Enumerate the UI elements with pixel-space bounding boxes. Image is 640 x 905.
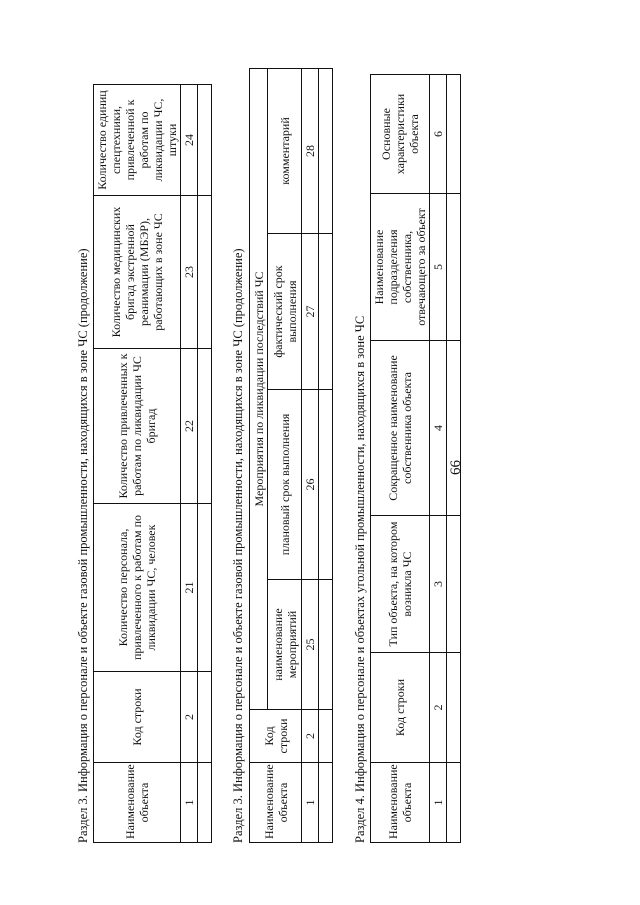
table-empty-row [198,85,212,843]
column-number: 28 [302,68,319,233]
section3a-caption: Раздел 3. Информация о персонале и объекте газовой промышленности, находящихся в зоне ЧС (продолжение) [76,248,90,843]
column-number: 24 [181,85,198,196]
header-cell: Код строки [371,653,430,763]
header-cell: наименование мероприятий [268,580,302,710]
header-cell: Сокращенное наименование собственника объекта [371,341,430,516]
column-number: 4 [430,341,447,516]
header-cell: Основные характеристики объекта [371,75,430,194]
column-number: 2 [181,672,198,763]
header-cell: Наименование объекта [94,763,181,843]
header-cell: плановый срок выполнения [268,390,302,580]
header-cell: Количество персонала, привлеченного к работам по ликвидации ЧС, человек [94,504,181,672]
header-cell: фактический срок выполнения [268,234,302,390]
header-cell: Количество единиц спецтехники, привлеченной к работам по ликвидации ЧС, штуки [94,85,181,196]
column-number: 26 [302,390,319,580]
column-number: 27 [302,234,319,390]
section3b-caption: Раздел 3. Информация о персонале и объекте газовой промышленности, находящихся в зоне ЧС (продолжение) [231,248,245,843]
header-cell: комментарий [268,68,302,233]
header-cell: Код строки [250,710,302,763]
section3a-table [93,84,212,843]
table-header-row [371,75,430,843]
header-cell: Тип объекта, на котором возникла ЧС [371,516,430,653]
section4-table [370,74,461,843]
section3b-table [249,68,333,843]
header-cell: Количество медицинских бригад экстренной реанимации (МБЭР), работающих в зоне ЧС [94,196,181,349]
table-header-row [94,85,181,843]
table-empty-row [447,75,461,843]
table-number-row [302,68,319,842]
column-number: 23 [181,196,198,349]
header-cell: Наименование подразделения собственника, отвечающего за объект [371,194,430,341]
column-number: 1 [430,763,447,843]
group-header-cell: Мероприятия по ликвидации последствий ЧС [250,68,268,709]
header-cell: Наименование объекта [250,763,302,843]
column-number: 2 [302,710,319,763]
section4-caption: Раздел 4. Информация о персонале и объектах угольной промышленности, находящихся в зоне ЧС [353,315,367,843]
table-number-row [181,85,198,843]
column-number: 3 [430,516,447,653]
column-number: 1 [181,763,198,843]
column-number: 25 [302,580,319,710]
page-number: 66 [448,460,464,475]
column-number: 1 [302,763,319,843]
table-empty-row [319,68,333,842]
header-cell: Код строки [94,672,181,763]
column-number: 2 [430,653,447,763]
table-header-row [250,68,268,842]
column-number: 6 [430,75,447,194]
column-number: 22 [181,349,198,504]
table-number-row [430,75,447,843]
header-cell: Наименование объекта [371,763,430,843]
header-cell: Количество привлеченных к работам по ликвидации ЧС бригад [94,349,181,504]
column-number: 5 [430,194,447,341]
column-number: 21 [181,504,198,672]
